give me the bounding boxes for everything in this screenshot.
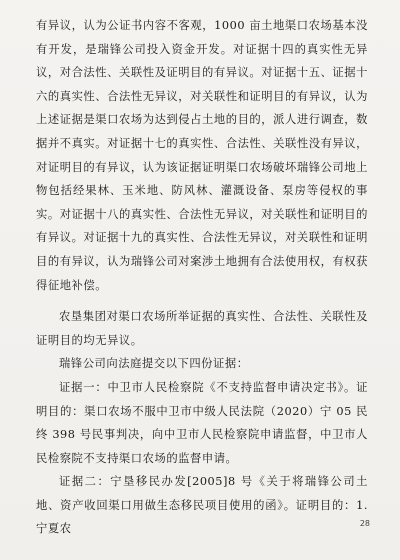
paragraph-evidence-one: 证据一：中卫市人民检察院《不支持监督申请决定书》。证明目的：渠口农场不服中卫市中级人民法院（2020）宁 05 民终 398 号民事判决，向中卫市人民检察院申请监督，中卫市人民检察院不支持渠口农场的监督申请。	[36, 380, 368, 465]
page-number: 28	[359, 519, 370, 528]
paragraph-gap	[36, 297, 368, 305]
document-body	[36, 14, 368, 541]
paragraph-evidence-two: 证据二：宁垦移民办发[2005]8 号《关于将瑞锋公司土地、资产收回渠口用做生态移民项目使用的函》。证明目的：1. 宁夏农	[36, 475, 368, 536]
paragraph-nongken-opinion: 农垦集团对渠口农场所举证据的真实性、合法性、关联性及证明目的均无异议。	[36, 310, 368, 347]
paragraph-objections: 有异议，认为公证书内容不客观，1000 亩土地渠口农场基本没有开发，是瑞锋公司投入资金开发。对证据十四的真实性无异议，对合法性、关联性及证明目的有异议。对证据十五、证据十六的真实性、合法性无异议，对关联性和证明目的有异议，认为上述证据是渠口农场为达到侵占土地的目的，派人进行调查，数据并不真实。对证据十七的真实性、合法性、关联性没有异议，对证明目的有异议，认为该证据证明渠口农场破坏瑞锋公司地上物包括经果林、玉米地、防风林、灌溉设备、泵房等侵权的事实。对证据十八的真实性、合法性无异议，对关联性和证明目的有异议。对证据十九的真实性、合法性无异议，对关联性和证明目的有异议，认为瑞锋公司对案涉土地拥有合法使用权，有权获得征地补偿。	[36, 19, 368, 292]
paragraph-evidence-intro: 瑞锋公司向法庭提交以下四份证据：	[59, 357, 249, 371]
